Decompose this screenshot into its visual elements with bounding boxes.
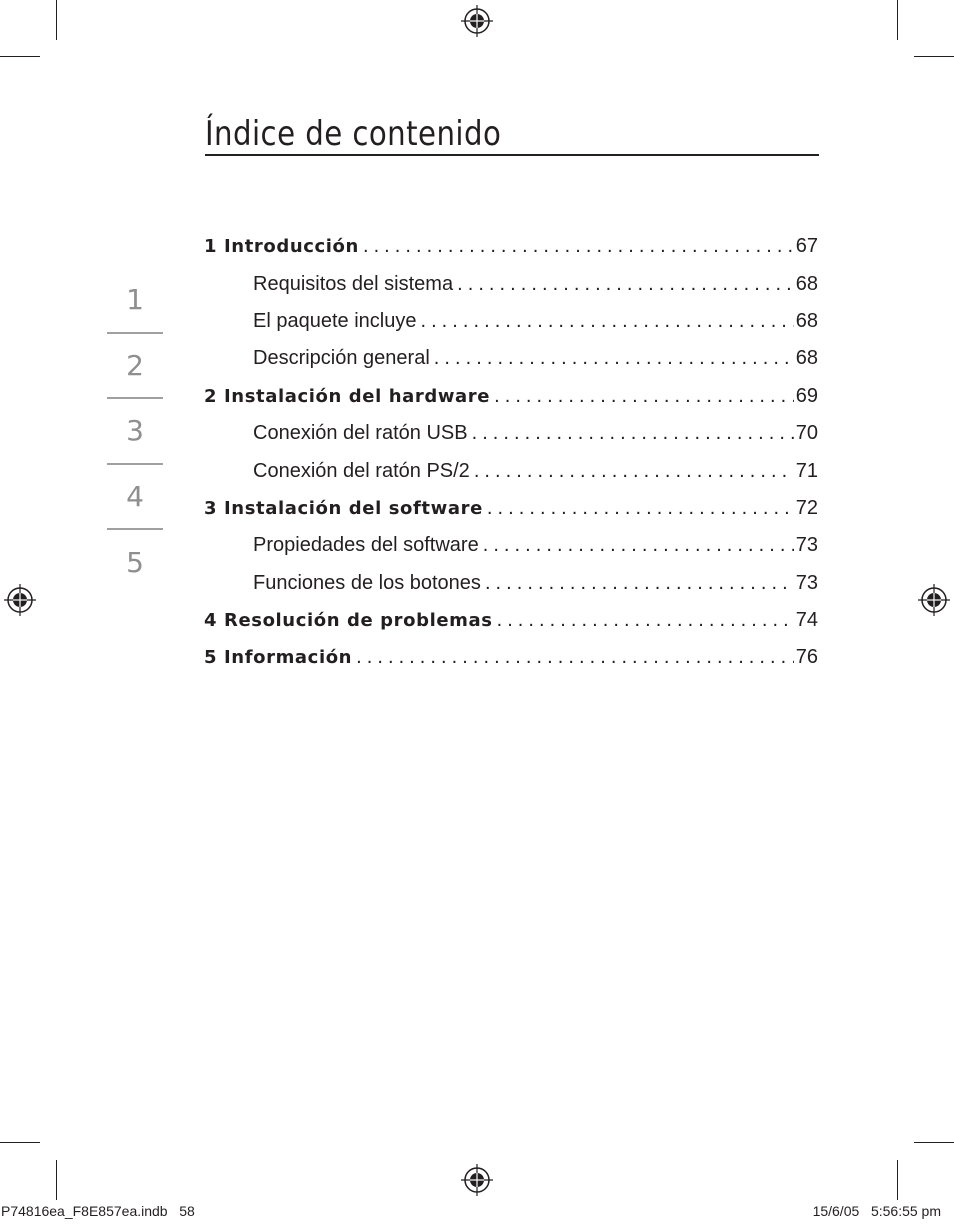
registration-mark-icon bbox=[4, 584, 36, 616]
leader-dots bbox=[483, 534, 794, 557]
toc-entry-label: Propiedades del software bbox=[253, 534, 483, 557]
leader-dots bbox=[356, 646, 794, 669]
chapter-tab-3[interactable]: 3 bbox=[107, 399, 163, 465]
chapter-tabs bbox=[107, 268, 163, 596]
crop-mark bbox=[914, 1142, 954, 1143]
toc-entry[interactable] bbox=[204, 303, 818, 340]
toc-entry-page: 69 bbox=[795, 384, 818, 407]
registration-mark-icon bbox=[461, 5, 493, 37]
leader-dots bbox=[494, 385, 794, 408]
toc-entry[interactable] bbox=[204, 265, 818, 302]
registration-mark-icon bbox=[918, 584, 950, 616]
leader-dots bbox=[487, 497, 794, 520]
crop-mark bbox=[897, 1160, 898, 1200]
toc-entry-label: 2 Instalación del hardware bbox=[204, 386, 494, 407]
toc-entry-page: 68 bbox=[795, 309, 818, 332]
toc-entry-page: 76 bbox=[795, 646, 818, 669]
slug-timestamp: 15/6/05 5:56:55 pm bbox=[812, 1203, 941, 1219]
slug-file: P74816ea_F8E857ea.indb 58 bbox=[1, 1203, 195, 1219]
crop-mark bbox=[0, 1142, 40, 1143]
toc-entry[interactable] bbox=[204, 565, 818, 602]
toc-entry-label: 4 Resolución de problemas bbox=[204, 610, 497, 631]
toc-entry-page: 68 bbox=[795, 347, 818, 370]
leader-dots bbox=[434, 347, 794, 370]
toc-entry[interactable] bbox=[204, 527, 818, 564]
leader-dots bbox=[363, 235, 794, 258]
toc-entry-page: 67 bbox=[795, 235, 818, 258]
crop-mark bbox=[56, 1160, 57, 1200]
toc-entry-page: 74 bbox=[795, 609, 818, 632]
toc-entry[interactable] bbox=[204, 490, 818, 527]
leader-dots bbox=[485, 572, 794, 595]
leader-dots bbox=[420, 310, 793, 333]
toc-entry-label: 1 Introducción bbox=[204, 236, 363, 257]
toc-entry-page: 72 bbox=[795, 496, 818, 519]
page-title-text: Índice de contenido bbox=[205, 114, 502, 154]
toc-entry-page: 71 bbox=[795, 459, 818, 482]
toc-entry-label: Funciones de los botones bbox=[253, 572, 485, 595]
toc-entry-page: 70 bbox=[795, 422, 818, 445]
toc-entry[interactable] bbox=[204, 452, 818, 489]
toc-entry-page: 73 bbox=[795, 571, 818, 594]
leader-dots bbox=[497, 609, 794, 632]
toc-entry-label: Conexión del ratón USB bbox=[253, 422, 472, 445]
toc-entry-page: 73 bbox=[795, 534, 818, 557]
crop-mark bbox=[0, 56, 40, 57]
crop-mark bbox=[914, 56, 954, 57]
toc-entry[interactable] bbox=[204, 639, 818, 676]
toc-entry[interactable] bbox=[204, 340, 818, 377]
crop-mark bbox=[897, 0, 898, 40]
chapter-tab-5[interactable]: 5 bbox=[126, 546, 144, 580]
table-of-contents bbox=[204, 228, 818, 677]
toc-entry-page: 68 bbox=[795, 272, 818, 295]
leader-dots bbox=[472, 422, 794, 445]
toc-entry[interactable] bbox=[204, 602, 818, 639]
chapter-tab-1[interactable]: 1 bbox=[107, 268, 163, 334]
toc-entry[interactable] bbox=[204, 378, 818, 415]
toc-entry-label: Conexión del ratón PS/2 bbox=[253, 460, 474, 483]
leader-dots bbox=[457, 273, 794, 296]
toc-entry-label: El paquete incluye bbox=[253, 310, 420, 333]
toc-entry[interactable] bbox=[204, 415, 818, 452]
toc-entry-label: 3 Instalación del software bbox=[204, 498, 487, 519]
chapter-tab-2[interactable]: 2 bbox=[107, 334, 163, 400]
toc-entry[interactable] bbox=[204, 228, 818, 265]
page-title bbox=[205, 112, 819, 156]
toc-entry-label: Requisitos del sistema bbox=[253, 273, 457, 296]
toc-entry-label: Descripción general bbox=[253, 347, 434, 370]
registration-mark-icon bbox=[461, 1164, 493, 1196]
leader-dots bbox=[474, 460, 794, 483]
toc-entry-label: 5 Información bbox=[204, 647, 356, 668]
chapter-tab-4[interactable]: 4 bbox=[107, 465, 163, 531]
crop-mark bbox=[56, 0, 57, 40]
